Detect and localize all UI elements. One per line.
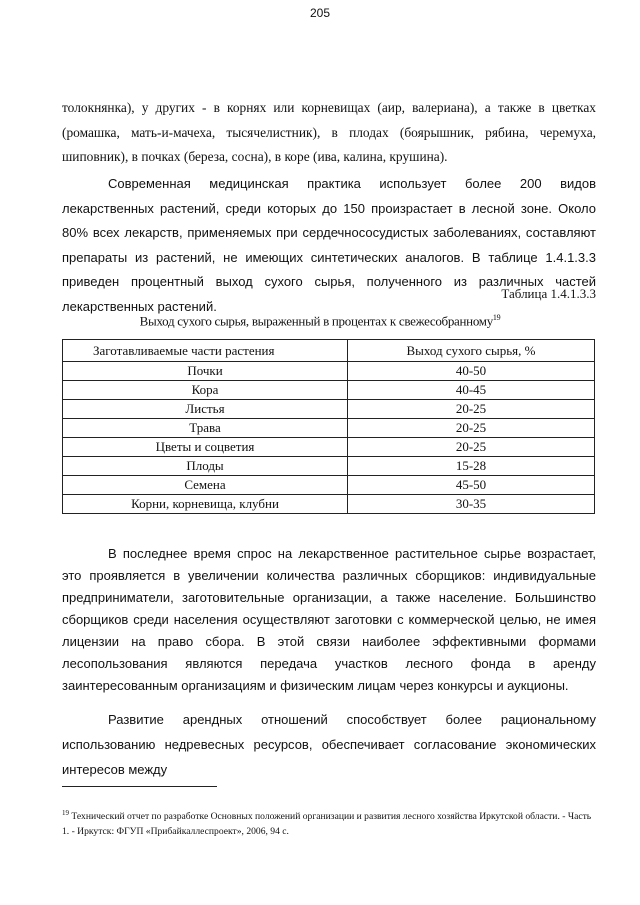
footnote-ref: 19 xyxy=(492,313,501,322)
table-cell-part: Плоды xyxy=(63,457,348,476)
table-cell-part: Корни, корневища, клубни xyxy=(63,495,348,514)
table-cell-yield: 15-28 xyxy=(348,457,595,476)
table-row xyxy=(63,495,595,514)
table-cell-part: Листья xyxy=(63,400,348,419)
table-cell-part: Семена xyxy=(63,476,348,495)
footnote xyxy=(62,806,596,839)
paragraph-4: Развитие арендных отношений способствует более рациональному использованию недревесных ресурсов, обеспечивает согласование экономических интересов между xyxy=(62,712,596,777)
table-cell-yield: 40-50 xyxy=(348,362,595,381)
table-cell-yield: 45-50 xyxy=(348,476,595,495)
table-row xyxy=(63,419,595,438)
table-label: Таблица 1.4.1.3.3 xyxy=(501,286,596,301)
table-row xyxy=(63,362,595,381)
table-row xyxy=(63,476,595,495)
table-header-row xyxy=(63,340,595,362)
table-row xyxy=(63,400,595,419)
table-title xyxy=(0,313,640,329)
paragraph-1: толокнянка), у других - в корнях или корневищах (аир, валериана), а также в цветках (ромашка, мать-и-мачеха, тысячелистник), в плодах (боярышник, рябина, черемуха, шиповник), в почках (береза, сосна), в коре (ива, калина, крушина). xyxy=(62,100,596,164)
paragraph-2: Современная медицинская практика использует более 200 видов лекарственных растений, среди которых до 150 произрастает в лесной зоне. Около 80% всех лекарств, применяемых при сердечнососудистых заболеваниях, составляют препараты из растений, не имеющих синтетических аналогов. В таблице 1.4.1.3.3 приведен процентный выход сухого сырья, полученного из различных частей лекарственных растений. xyxy=(62,176,596,314)
footnote-divider xyxy=(62,786,217,787)
table-header-yield: Выход сухого сырья, % xyxy=(348,340,595,362)
table-cell-yield: 20-25 xyxy=(348,419,595,438)
table-cell-yield: 20-25 xyxy=(348,400,595,419)
yield-table xyxy=(62,339,595,514)
footnote-text: Технический отчет по разработке Основных положений организации и развития лесного хозяйства Иркутской области. - Часть 1. - Иркутск: ФГУП «Прибайкаллеспроект», 2006, 94 с. xyxy=(62,811,592,838)
table-row xyxy=(63,438,595,457)
paragraph-3: В последнее время спрос на лекарственное растительное сырье возрастает, это проявляется в увеличении количества различных сборщиков: индивидуальные предприниматели, заготовительные организации, а также население. Большинство сборщиков среди населения осуществляют заготовки с коммерческой целью, не имея лицензии на право сбора. В этой связи наиболее эффективными формами лесопользования являются передача участков лесного фонда в аренду заинтересованным организациям и физическим лицам через конкурсы и аукционы. xyxy=(62,546,596,693)
table-title-text: Выход сухого сырья, выраженный в процентах к свежесобранному xyxy=(139,313,493,329)
table-cell-part: Почки xyxy=(63,362,348,381)
table-cell-yield: 30-35 xyxy=(348,495,595,514)
table-cell-part: Цветы и соцветия xyxy=(63,438,348,457)
table-row xyxy=(63,381,595,400)
table-row xyxy=(63,457,595,476)
footnote-number: 19 xyxy=(62,809,69,817)
table-cell-part: Кора xyxy=(63,381,348,400)
table-cell-yield: 40-45 xyxy=(348,381,595,400)
table-cell-part: Трава xyxy=(63,419,348,438)
table-cell-yield: 20-25 xyxy=(348,438,595,457)
page-number: 205 xyxy=(309,6,331,20)
table-header-part: Заготавливаемые части растения xyxy=(63,340,348,362)
